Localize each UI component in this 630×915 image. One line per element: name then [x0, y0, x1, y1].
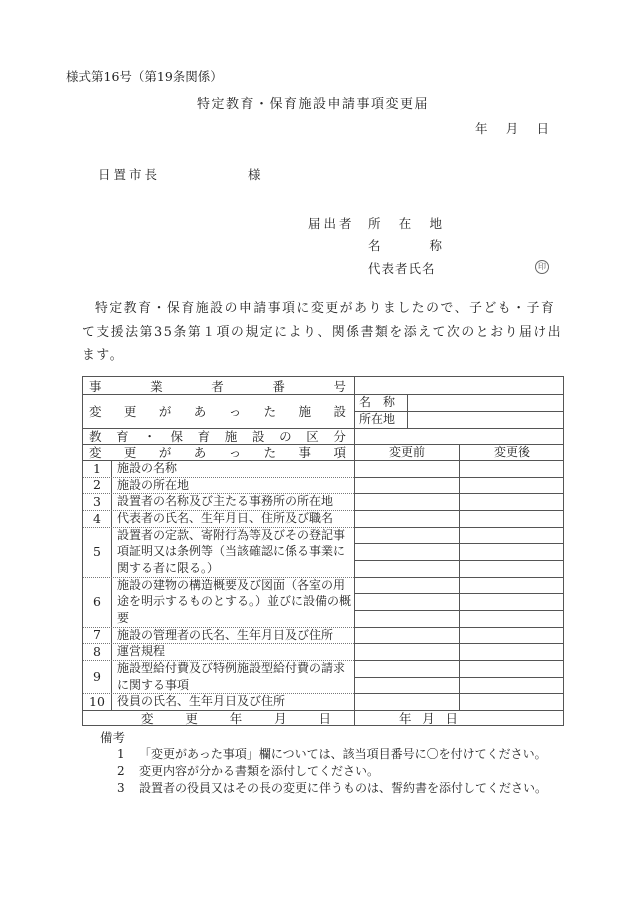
facility-category-label	[89, 428, 346, 444]
addressee-honorific: 様	[248, 167, 261, 182]
char: 教	[89, 429, 102, 444]
business-number-field[interactable]	[355, 377, 564, 394]
before-value-field[interactable]	[355, 510, 459, 527]
item-number[interactable]: 6	[93, 594, 101, 610]
char: 在	[398, 216, 412, 231]
form-number: 様式第16号（第19条関係）	[66, 69, 223, 84]
char: 号	[333, 378, 346, 394]
char: 分	[333, 429, 346, 444]
declaration-paragraph	[82, 297, 564, 368]
changed-facility-label	[89, 394, 346, 428]
representative-label: 代表者氏名	[368, 261, 436, 276]
after-value-field[interactable]	[460, 543, 564, 560]
char: 設	[251, 429, 265, 444]
changed-items-label	[89, 444, 346, 460]
char: 育	[197, 429, 211, 444]
applicant-address-label	[368, 214, 442, 232]
after-value-field[interactable]	[460, 577, 564, 594]
row-line	[355, 510, 563, 511]
char: 変	[89, 404, 102, 419]
note-number: 1	[117, 747, 125, 761]
after-value-field[interactable]	[460, 560, 564, 577]
row-line	[355, 643, 563, 644]
char: 者	[211, 378, 224, 394]
item-text: 施設の所在地	[117, 477, 190, 492]
item-text: 施設の名称	[117, 461, 178, 475]
char: 育	[116, 429, 129, 444]
after-value-field[interactable]	[460, 660, 564, 677]
item-number[interactable]: 7	[93, 627, 101, 643]
char: 項	[333, 445, 346, 460]
note-text: 変更内容が分かる書類を添付してください。	[139, 764, 380, 778]
note-item	[117, 745, 547, 762]
row-line	[355, 493, 563, 494]
row-line	[355, 693, 563, 694]
row-line	[355, 543, 563, 544]
char: 設	[333, 404, 346, 419]
year-label: 年	[399, 710, 412, 726]
before-value-field[interactable]	[355, 660, 459, 677]
char: 変	[141, 710, 154, 726]
char: 称	[429, 238, 442, 253]
item-number[interactable]: 9	[93, 669, 101, 685]
before-value-field[interactable]	[355, 477, 459, 494]
char: 更	[123, 445, 137, 460]
before-value-field[interactable]	[355, 593, 459, 610]
char: 更	[123, 404, 137, 419]
char: 地	[429, 216, 442, 231]
declaration-text: 特定教育・保育施設の申請事項に変更がありましたので、子ども・子育て支援法第35条第１項の規定により、関係書類を添えて次のとおり届け出ます。	[82, 301, 563, 363]
before-value-field[interactable]	[355, 493, 459, 510]
before-value-field[interactable]	[355, 577, 459, 594]
year-label: 年	[475, 121, 488, 136]
after-value-field[interactable]	[460, 493, 564, 510]
note-number: 2	[117, 764, 125, 778]
item-number[interactable]: 4	[93, 510, 101, 526]
after-value-field[interactable]	[460, 477, 564, 494]
after-value-field[interactable]	[460, 527, 564, 544]
before-value-field[interactable]	[355, 693, 459, 710]
after-value-field[interactable]	[460, 610, 564, 627]
char: あ	[193, 404, 207, 419]
char: た	[263, 404, 277, 419]
month-label: 月	[505, 121, 519, 136]
char: 施	[298, 404, 312, 419]
row-line	[355, 627, 563, 628]
row-line	[355, 677, 563, 678]
row-line	[355, 560, 563, 561]
before-value-field[interactable]	[355, 560, 459, 577]
char: 変	[89, 445, 102, 460]
char: あ	[193, 445, 207, 460]
after-value-field[interactable]	[460, 627, 564, 644]
row-line	[355, 527, 563, 528]
item-text: 代表者の氏名、生年月日、住所及び職名	[117, 511, 334, 525]
facility-name-field[interactable]	[408, 394, 564, 411]
note-number: 3	[117, 781, 125, 795]
addressee-name: 日置市長	[98, 167, 161, 182]
item-number[interactable]: 8	[93, 644, 101, 660]
item-number[interactable]: 1	[93, 460, 101, 476]
after-header: 変更後	[493, 445, 530, 459]
seal-icon: 印	[535, 260, 549, 274]
item-text: 役員の氏名、生年月日及び住所	[117, 694, 286, 709]
char: が	[158, 404, 172, 419]
before-value-field[interactable]	[355, 543, 459, 560]
char: ・	[143, 429, 156, 444]
char: 保	[170, 429, 183, 444]
char: の	[279, 429, 292, 444]
char: 名	[368, 238, 381, 253]
after-value-field[interactable]	[460, 643, 564, 660]
before-value-field[interactable]	[355, 610, 459, 627]
before-value-field[interactable]	[355, 527, 459, 544]
after-value-field[interactable]	[460, 510, 564, 527]
item-number[interactable]: 10	[89, 694, 105, 710]
change-date-field[interactable]	[399, 710, 458, 725]
char: 事	[298, 445, 312, 460]
facility-address-field[interactable]	[408, 411, 564, 428]
item-text: 施設型給付費及び特例施設型給付費の請求に関する事項	[117, 661, 346, 692]
char: っ	[228, 404, 242, 419]
before-value-field[interactable]	[355, 677, 459, 694]
item-text: 施設の建物の構造概要及び図面（各室の用途を明示するものとする。）並びに設備の概要	[117, 577, 352, 625]
month-label: 月	[422, 710, 435, 726]
char: 年	[229, 710, 243, 726]
after-value-field[interactable]	[460, 693, 564, 710]
submission-date	[475, 119, 549, 137]
char: が	[158, 445, 172, 460]
day-label: 日	[445, 710, 458, 726]
facility-address-label: 所在地	[359, 412, 396, 426]
char: 更	[185, 710, 198, 726]
item-text: 施設の管理者の氏名、生年月日及び住所	[117, 627, 334, 642]
before-value-field[interactable]	[355, 643, 459, 660]
applicant-name-label	[368, 236, 442, 254]
item-number[interactable]: 3	[93, 494, 101, 510]
divider	[111, 460, 112, 710]
document-title: 特定教育・保育施設申請事項変更届	[197, 97, 430, 112]
item-number[interactable]: 5	[93, 544, 101, 560]
note-text: 設置者の役員又はその長の変更に伴うものは、誓約書を添付してください。	[139, 781, 548, 795]
after-value-field[interactable]	[460, 677, 564, 694]
after-value-field[interactable]	[460, 593, 564, 610]
item-text: 設置者の定款、寄附行為等及びその登記事項証明又は条例等（当該確認に係る事業に関する者に限る。）	[117, 527, 346, 575]
note-item	[117, 779, 547, 796]
day-label: 日	[536, 121, 549, 136]
char: 事	[89, 378, 102, 394]
facility-name-label: 名 称	[359, 395, 396, 409]
facility-category-field[interactable]	[355, 428, 564, 444]
item-text: 運営規程	[117, 644, 166, 659]
before-header: 変更前	[388, 445, 425, 459]
after-value-field[interactable]	[460, 460, 564, 477]
row-line	[355, 477, 563, 478]
char: っ	[228, 445, 242, 460]
item-number[interactable]: 2	[93, 477, 101, 493]
row-line	[355, 593, 563, 594]
applicant-label: 届出者	[308, 216, 355, 231]
char: 業	[150, 378, 163, 394]
note-item	[117, 762, 379, 779]
before-value-field[interactable]	[355, 627, 459, 644]
before-value-field[interactable]	[355, 460, 459, 477]
row-line	[355, 660, 563, 661]
char: 月	[274, 710, 287, 726]
char: 施	[224, 429, 238, 444]
char: た	[263, 445, 277, 460]
business-number-label	[89, 377, 346, 394]
char: 区	[306, 429, 319, 444]
notes-heading: 備考	[100, 730, 126, 745]
row-line	[355, 577, 563, 578]
char: 番	[272, 378, 285, 394]
change-notification-table	[82, 376, 564, 726]
note-text: 「変更があった事項」欄については、該当項目番号に〇を付けてください。	[139, 747, 547, 761]
item-text: 設置者の名称及び主たる事務所の所在地	[117, 494, 334, 509]
change-date-label	[141, 710, 331, 725]
char: 所	[368, 216, 381, 231]
row-line	[355, 610, 563, 611]
char: 日	[318, 710, 331, 726]
